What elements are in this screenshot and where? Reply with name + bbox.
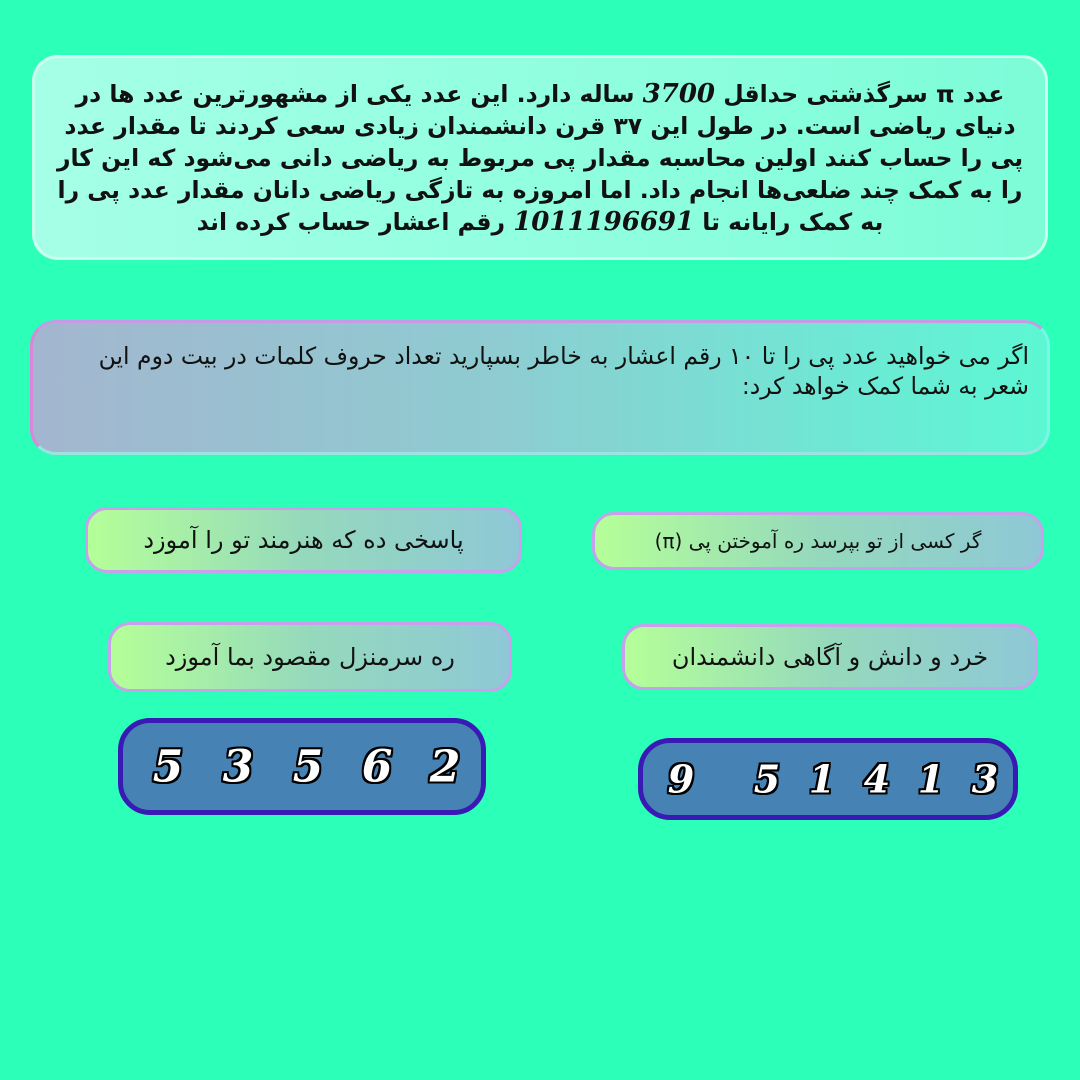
intro-text-3: رقم اعشار حساب کرده اند [196, 208, 514, 236]
pi-digit: 2 [429, 741, 461, 792]
poem-line-1-right-text: گر کسی از تو بپرسد ره آموختن پی (π) [654, 529, 982, 553]
memorization-hint-box [30, 320, 1050, 455]
poem-line-1-left-text: پاسخی ده که هنرمند تو را آموزد [143, 526, 464, 554]
poem-line-2-left [108, 622, 512, 692]
pi-digit: 3 [222, 741, 254, 792]
pi-digit: 3 [971, 756, 999, 802]
years-number: 3700 [642, 79, 716, 109]
decimal-digits-number: 1011196691 [513, 207, 695, 237]
poem-line-2-right-text: خرد و دانش و آگاهی دانشمندان [671, 643, 989, 671]
intro-text-2: ساله دارد. این عدد یکی از مشهورترین عدد ها در دنیای ریاضی است. در طول این ۳۷ قرن دانشمندان زیادی سعی کردند تا مقدار عدد پی را حساب کنند اولین محاسبه مقدار پی مربوط به ریاضی دانی می‌شود که این کار را به کمک چند ضلعی‌ها انجام داد. اما امروزه به تازگی ریاضی دانان مقدار عدد پی را به کمک رایانه تا [56, 80, 1024, 236]
pi-digit: 5 [753, 756, 781, 802]
pi-history-box [32, 55, 1048, 260]
pi-digits-left-box [118, 718, 486, 815]
poem-line-2-left-text: ره سرمنزل مقصود بما آموزد [165, 643, 455, 671]
poem-line-2-right [622, 624, 1038, 690]
intro-text-1: عدد π سرگذشتی حداقل [715, 80, 1005, 108]
pi-digit: 6 [361, 741, 393, 792]
pi-digit: 4 [863, 756, 891, 802]
hint-text: اگر می خواهید عدد پی را تا ۱۰ رقم اعشار به خاطر بسپارید تعداد حروف کلمات در بیت دوم این شعر به شما کمک خواهد کرد: [98, 342, 1029, 400]
pi-digit: 9 [667, 756, 695, 802]
poem-line-1-right [592, 512, 1044, 570]
pi-digit: 5 [292, 741, 324, 792]
pi-digit: 1 [917, 756, 945, 802]
pi-digit: 5 [152, 741, 184, 792]
poem-line-1-left [85, 507, 522, 573]
pi-digit: 1 [808, 756, 836, 802]
pi-digits-right-box [638, 738, 1018, 820]
